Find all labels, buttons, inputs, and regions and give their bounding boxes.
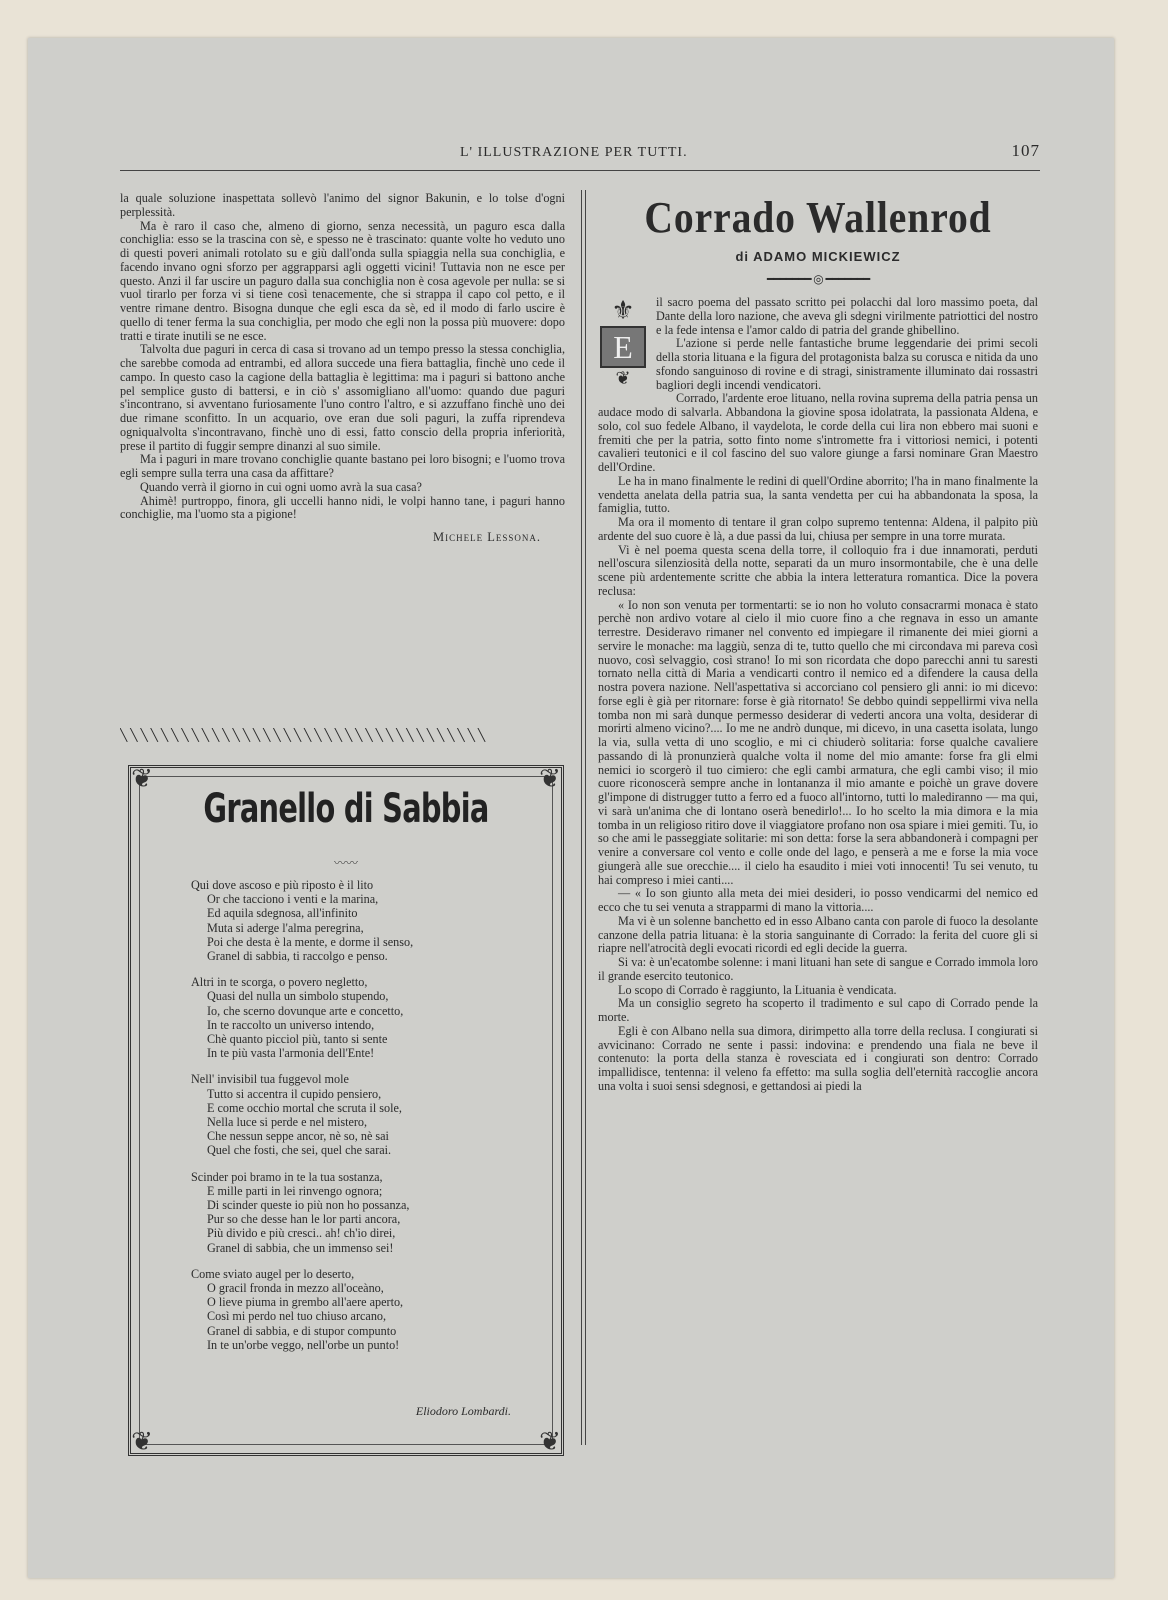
poem-stanza — [191, 878, 521, 963]
header-rule — [120, 170, 1040, 171]
floral-stem-icon: ❦ — [615, 368, 631, 389]
right-paragraph: L'azione si perde nelle fantastiche brume leggendarie dei primi secoli della storia lituana e la figura del protagonista balza su corusca e nitida da uno sfondo sanguinoso di rovine e di stragi, sinistramente illuminato dai rossastri bagliori degli incendi vendicatori. — [656, 336, 1038, 392]
poem-line: Io, che scerno dovunque arte e concetto, — [207, 1003, 404, 1018]
ornamental-divider: ╲╲╲╲╲╲╲╲╲╲╲╲╲╲╲╲╲╲╲╲╲╲╲╲╲╲╲╲╲╲╲╲╲╲╲╲ — [120, 728, 489, 742]
poem-stanza — [191, 1170, 521, 1255]
running-title: L' ILLUSTRAZIONE PER TUTTI. — [460, 145, 688, 160]
right-paragraph: « Io non son venuta per tormentarti: se io non ho voluto consacrarmi monaca è stato perchè non ardivo votare al cielo il mio cuore fino a che regnava in esso un amante terrestre. Desideravo rimaner nel convento ed impiegare il rimanente dei miei giorni a servire le monache: ma laggiù, senza di te, tutto quello che mi circondava mi pareva così nuovo, così selvaggio, così strano! Io mi son ricordata che dopo parecchi anni tu saresti tornato nella città di Maria a vendicarti contro il nemico ed a difendere la causa della nostra povera nazione. Nell'aspettativa si accorciano col pensiero gli anni: io mi dicevo: forse egli è già per ritornare: forse è già ritornato! Se debbo quindi seppellirmi viva nella tomba non mi sarà dunque permesso desiderar di vederti ancora una volta, desiderar di morirti almeno vicino?.... Io me ne andrò dunque, mi dicevo, in una casetta isolata, lungo la via, sulla vetta di uno scoglio, e mi ci chiuderò solitaria: forse qualche cavaliere passando di là pronunzierà qualche volta il nome del mio amante: forse fra gli elmi nemici io scorgerò il tuo cimiero: che egli cambi armatura, che egli cambi viso; il mio cuore riconoscerà sempre anche in lontananza il mio amante e poichè un grave dovere gl'impone di distrugger tutto a ferro ed a fuoco all'intorno, tutti lo malediranno — ma qui, vi sarà un'anima che di lontano oserà benedirlo!... Io ho scelto la mia dimora e la mia tomba in un religioso ritiro dove il viaggiatore profano non osa spiare i miei gemiti. Tu, io so che ami le passeggiate solitarie: mi son detta: forse la sera abbandonerà i compagni per venire a conversare col vento e colle onde del lago, e penserà a me e forse la mia voce giungerà alle sue orecchie.... il cielo ha esaudito i miei voti innocenti! Tu sei venuto, tu hai compreso i miei canti.... — [598, 597, 1038, 887]
poem-line: Ed aquila sdegnosa, all'infinito — [207, 906, 358, 921]
right-paragraph: il sacro poema del passato scritto pei polacchi dal loro massimo poeta, dal Dante della loro nazione, che aveva gli sdegni virilmente patriottici del nostro e la fede intensa e l'amor caldo di patria del grande ghibellino. — [656, 295, 1038, 337]
poem-line: Granel di sabbia, ti raccolgo e penso. — [207, 949, 388, 964]
right-paragraph: Egli è con Albano nella sua dimora, dirimpetto alla torre della reclusa. I congiurati si avvicinano: Corrado ne sente i passi: indovina: e prendendo una fiala ne beve il contenuto: la porta della stanza è rovesciata ed i congiurati son dentro: Corrado impallidisce, tentenna: il veleno fa effetto: ma sulla soglia dell'eternità raccoglie ancora una volta i suoi sensi sdegnosi, e gettandosi ai piedi la — [598, 1023, 1038, 1093]
fleur-de-lis-icon: ⚜ — [611, 296, 635, 326]
corner-ornament-icon: ❦ — [131, 1427, 153, 1457]
right-paragraph: — « Io son giunto alla meta dei miei desideri, io posso vendicarmi del nemico ed ecco che tu sei venuta a strapparmi di mano la vittoria.... — [598, 886, 1038, 914]
poem-line: Quel che fosti, che sei, quel che sarai. — [207, 1143, 392, 1158]
left-article — [120, 192, 565, 545]
article-signature: Michele Lessona. — [433, 530, 541, 544]
poem-line: Nella luce si perde e nel mistero, — [207, 1115, 368, 1130]
poem-title: Granello di Sabbia — [203, 786, 489, 832]
left-paragraph: Quando verrà il giorno in cui ogni uomo avrà la sua casa? — [140, 479, 422, 494]
poem-line: Granel di sabbia, che un immenso sei! — [207, 1240, 394, 1255]
dropcap — [598, 296, 648, 400]
poem-line: In te un'orbe veggo, nell'orbe un punto! — [207, 1337, 400, 1352]
poem-line: Pur so che desse han le lor parti ancora, — [207, 1212, 401, 1227]
poem-line: O lieve piuma in grembo all'aere aperto, — [207, 1295, 404, 1310]
poem-line: Qui dove ascoso e più riposto è il lito — [191, 878, 374, 892]
right-paragraph: Lo scopo di Corrado è raggiunto, la Lituania è vendicata. — [618, 982, 897, 997]
dropcap-letter: E — [600, 326, 646, 368]
poem-line: Quasi del nulla un simbolo stupendo, — [207, 989, 389, 1004]
poem-line: In te raccolto un universo intendo, — [207, 1017, 375, 1032]
poem-line: Nell' invisibil tua fuggevol mole — [191, 1072, 349, 1087]
poem-line: Di scinder queste io più non ho possanza, — [207, 1198, 410, 1213]
corner-ornament-icon: ❦ — [539, 1427, 561, 1457]
article-title: Corrado Wallenrod — [644, 193, 992, 242]
poem-line: Poi che desta è la mente, e dorme il senso, — [207, 934, 414, 949]
poem-stanza — [191, 975, 521, 1060]
poem-stanza — [191, 1072, 521, 1157]
poem-line: Chè quanto picciol più, tanto si sente — [207, 1032, 388, 1047]
poem-line: Così mi perdo nel tuo chiuso arcano, — [207, 1309, 387, 1324]
poem-line: Più divido e più cresci.. ah! ch'io direi, — [207, 1226, 396, 1241]
poem-line: Or che tacciono i venti e la marina, — [207, 892, 379, 907]
left-paragraph: la quale soluzione inaspettata sollevò l'animo del signor Bakunin, e lo tolse d'ogni perplessità. — [120, 191, 565, 219]
byline-ornament-icon: ━━━━━━━ ◎ ━━━━━━━ — [766, 272, 870, 286]
poem-line: E come occhio mortal che scruta il sole, — [207, 1100, 402, 1115]
poem-line: Che nessun seppe ancor, nè so, nè sai — [207, 1129, 389, 1144]
right-paragraph: Le ha in mano finalmente le redini di quell'Ordine aborrito; l'ha in mano finalmente la vendetta anelata della patria sua, la santa vendetta per cui ha abbandonata la sposa, la famiglia, tutto. — [598, 473, 1038, 516]
left-paragraph: Ma i paguri in mare trovano conchiglie quante bastano pei loro bisogni; e l'uomo trova egli sempre sulla terra una casa da affittare? — [120, 452, 565, 480]
poem-line: Muta si aderge l'alma peregrina, — [207, 920, 364, 935]
poem-line: In te più vasta l'armonia dell'Ente! — [207, 1046, 375, 1061]
poem-author-signature: Eliodoro Lombardi. — [415, 1404, 511, 1418]
page-number: 107 — [1011, 141, 1040, 160]
corner-ornament-icon: ❦ — [131, 764, 153, 794]
poem-line: E mille parti in lei rinvengo ognora; — [207, 1183, 383, 1198]
right-paragraph: Corrado, l'ardente eroe lituano, nella rovina suprema della patria pensa un audace modo di salvarla. Abbandona la giovine sposa idolatrata, la passionata Aldena, e solo, col suo fedele Albano, il vaydelota, le corde della cui lira non ebbero mai suoni e fremiti che per la patria, sotto finto nome s'intromette fra i vittoriosi nemici, i potenti cavalieri teutonici e il col fascino del suo valore giunge a farsi nominare Gran Maestro dell'Ordine. — [598, 391, 1038, 474]
flourish-icon: 〰〰 — [333, 856, 358, 870]
left-paragraph: Ahimè! purtroppo, finora, gli uccelli hanno nidi, le volpi hanno tane, i paguri hanno conchiglie, ma l'uomo sta a pigione! — [120, 493, 565, 522]
right-paragraph: Si va: è un'ecatombe solenne: i mani lituani han sete di sangue e Corrado immola loro il grande esercito teutonico. — [598, 955, 1038, 983]
poem-body — [191, 878, 521, 1364]
right-paragraph: Vi è nel poema questa scena della torre, il colloquio fra i due innamorati, perduti nell'oscura silenziosità della notte, separati da un muro insormontabile, che è una delle scene più ardentemente scritte che abbia la intera letteratura romantica. Dice la povera reclusa: — [598, 542, 1038, 598]
poem-line: Tutto si accentra il cupido pensiero, — [207, 1086, 382, 1101]
right-paragraph: Ma ora il momento di tentare il gran colpo supremo tentenna: Aldena, il palpito più ardente del suo cuore è là, a due passi da lui, chiusa per sempre in una torre murata. — [598, 515, 1038, 543]
right-article — [598, 192, 1038, 1094]
poem-line: Come sviato augel per lo deserto, — [191, 1266, 355, 1281]
left-paragraph: Talvolta due paguri in cerca di casa si trovano ad un tempo presso la stessa conchiglia, che sarebbe comoda ad entrambi, ed allora succede una fiera battaglia, finchè uno cede il campo. In questo caso la cagione della battaglia è legittima: ma i paguri si battono anche pel semplice gusto di battersi, e in ciò s' assomigliano all'uomo: quando due paguri s'incontrano, si avventano furiosamente l'uno contro l'altro, e si azzuffano finchè uno dei due rimane sconfitto. In un acquario, ove eran due soli paguri, la zuffa riprendeva ogniqualvolta s'incontravano, finchè uno di essi, fatto conscio della propria inferiorità, prese il partito di fuggir sempre dinanzi al suo simile. — [120, 342, 565, 453]
poem-line: O gracil fronda in mezzo all'oceàno, — [207, 1281, 384, 1296]
column-rule-second — [585, 190, 586, 1445]
right-paragraph: Ma un consiglio segreto ha scoperto il tradimento e sul capo di Corrado pende la morte. — [598, 996, 1038, 1024]
column-rule — [581, 190, 582, 1445]
left-paragraph: Ma è raro il caso che, almeno di giorno, senza necessità, un paguro esca dalla conchiglia: esso se la trascina con sè, e spesso ne è trascinato: quante volte ho veduto uno di questi poveri animali rotolato su e giù dall'onda sulla spiaggia nella sua conchiglia, e facendo invano ogni sforzo per aggrapparsi agli oggetti vicini! Tuttavia non ne esce per questo. Anzi il far uscire un paguro dalla sua conchiglia non è cosa agevole per nulla: se si vuol tirarlo per forza vi si tiene così tenacemente, che si strappa il capo col petto, e il ventre rimane dentro. Bisogna dunque che egli esca da sè, ed il modo di farlo uscire è quello di tener ferma la sua conchiglia, per modo che egli non la possa più muovere: dopo tratti e tirate inutili se ne esce. — [120, 218, 565, 343]
poem-line: Altri in te scorga, o povero negletto, — [191, 975, 368, 990]
running-head — [120, 141, 1040, 167]
poem-stanza — [191, 1267, 521, 1352]
corner-ornament-icon: ❦ — [539, 764, 561, 794]
right-paragraph: Ma vi è un solenne banchetto ed in esso Albano canta con parole di fuoco la desolante canzone della patria lituana: è la storia sanguinante di Corrado: la ferita del cuore gli si riapre nell'atrocità degli evocati ricordi ed egli decide la guerra. — [598, 913, 1038, 956]
article-byline: di ADAMO MICKIEWICZ — [735, 249, 901, 264]
poem-line: Granel di sabbia, e di stupor compunto — [207, 1323, 397, 1338]
poem-line: Scinder poi bramo in te la tua sostanza, — [191, 1169, 383, 1184]
poem-frame — [128, 765, 564, 1456]
